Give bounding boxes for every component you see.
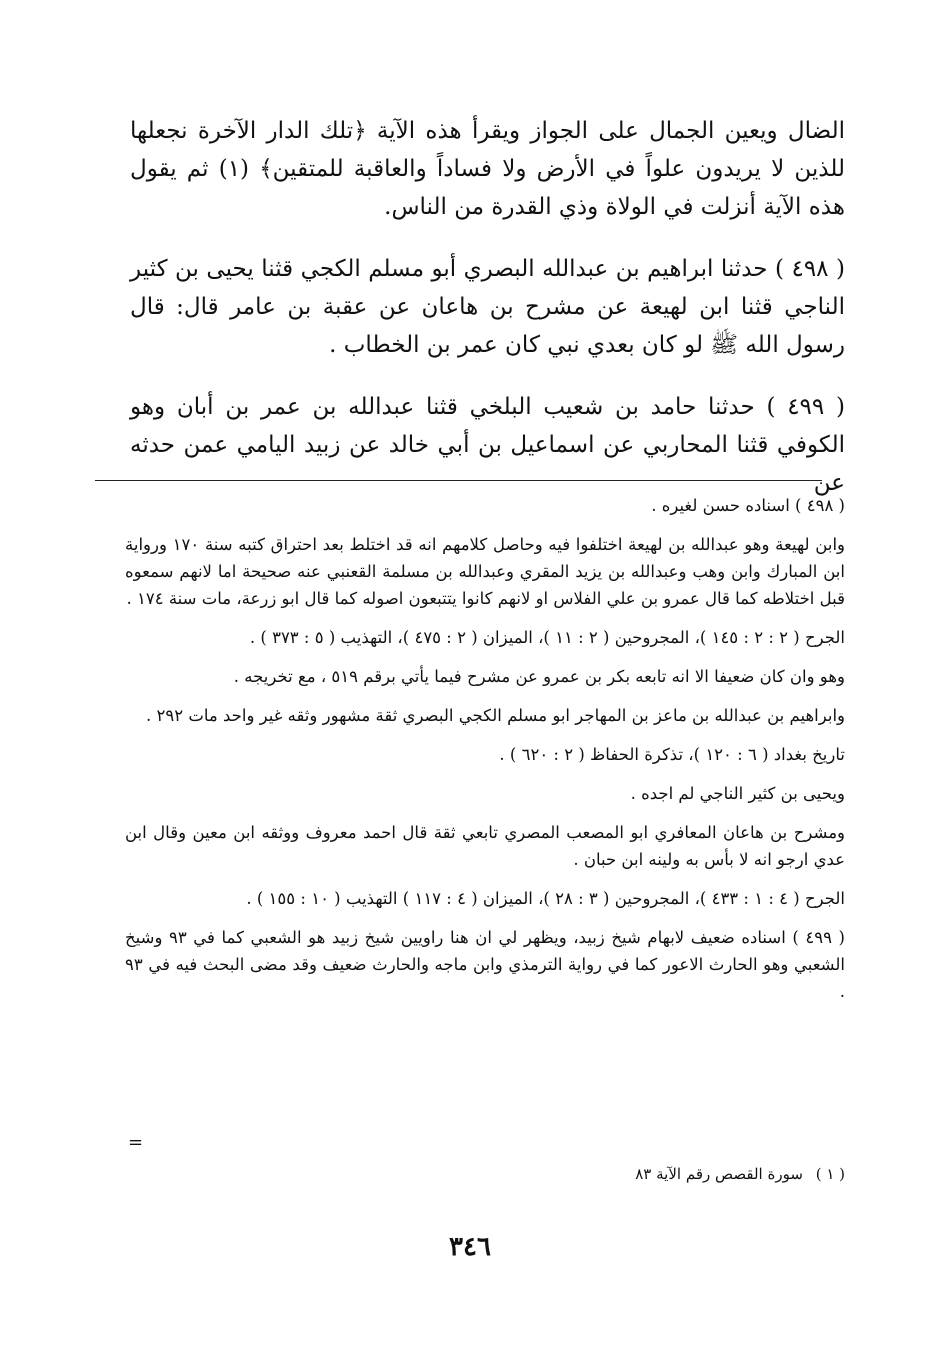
notes-section	[125, 492, 845, 1017]
note-yahya: ويحيى بن كثير الناجي لم اجده .	[630, 784, 845, 803]
note-references: الجرح ( ٤ : ١ : ٤٣٣ )، المجروحين ( ٣ : ٢٨ )، الميزان ( ٤ : ١١٧ ) التهذيب ( ١٠ : ١٥٥ ) .	[246, 889, 845, 908]
note-ibrahim: وابراهيم بن عبدالله بن ماعز بن المهاجر ابو مسلم الكجي البصري ثقة مشهور وثقه غير واحد مات ٢٩٢ .	[146, 706, 845, 725]
note-mishrah: ومشرح بن هاعان المعافري ابو المصعب المصري تابعي ثقة قال احمد معروف ووثقه ابن معين وقال ابن عدي ارجو انه لا بأس به ولينه ابن حبان .	[125, 823, 845, 869]
hadith-499: ( ٤٩٩ ) حدثنا حامد بن شعيب البلخي قثنا عبدالله بن عمر بن أبان وهو الكوفي قثنا المحاربي عن اسماعيل بن أبي خالد عن زبيد اليامي عمن حدثه عن	[130, 394, 845, 496]
note-follow-up: وهو وان كان ضعيفا الا انه تابعه بكر بن عمرو عن مشرح فيما يأتي برقم ٥١٩ ، مع تخريجه .	[233, 667, 845, 686]
note-references: الجرح ( ٢ : ٢ : ١٤٥ )، المجروحين ( ٢ : ١١ )، الميزان ( ٢ : ٤٧٥ )، التهذيب ( ٥ : ٣٧٣ ) .	[249, 628, 845, 647]
note-498-grade: ( ٤٩٨ ) اسناده حسن لغيره .	[651, 496, 845, 515]
main-text	[130, 112, 845, 526]
continuation-marker: =	[128, 1132, 144, 1153]
footnote-text: سورة القصص رقم الآية ٨٣	[635, 1165, 803, 1183]
main-paragraph: الضال ويعين الجمال على الجواز ويقرأ هذه الآية ﴿تلك الدار الآخرة نجعلها للذين لا يريدون علواً في الأرض ولا فساداً والعاقبة للمتقين﴾ (١) ثم يقول هذه الآية أنزلت في الولاة وذي القدرة من الناس.	[130, 118, 845, 220]
note-499-grade: ( ٤٩٩ ) اسناده ضعيف لابهام شيخ زبيد، ويظهر لي ان هنا راويين شيخ زبيد هو الشعبي كما في ٩٣ وشيخ الشعبي وهو الحارث الاعور كما في رواية الترمذي وابن ماجه والحارث ضعيف وقد مضى البحث فيه في ٩٣ .	[125, 928, 845, 1001]
page-footnote	[635, 1162, 845, 1186]
note-ibn-lahia: وابن لهيعة وهو عبدالله بن لهيعة اختلفوا فيه وحاصل كلامهم انه قد اختلط بعد احتراق كتبه سنة ١٧٠ ورواية ابن المبارك وابن وهب وعبدالله بن يزيد المقري وعبدالله بن مسلمة القعنبي عنه صحيحة اما لانهم سمعوه قبل اختلاطه كما قال عمرو بن علي الفلاس او لانهم كانوا يتتبعون اصوله كما قال ابو زرعة، مات سنة ١٧٤ .	[125, 535, 845, 608]
footnote-number: ( ١ )	[815, 1165, 845, 1183]
note-references: تاريخ بغداد ( ٦ : ١٢٠ )، تذكرة الحفاظ ( ٢ : ٦٢٠ ) .	[499, 745, 845, 764]
page-number: ٣٤٦	[449, 1232, 491, 1262]
notes-divider	[95, 480, 822, 481]
hadith-498: ( ٤٩٨ ) حدثنا ابراهيم بن عبدالله البصري أبو مسلم الكجي قثنا يحيى بن كثير الناجي قثنا ابن لهيعة عن مشرح بن هاعان عن عقبة بن عامر قال: قال رسول الله ﷺ لو كان بعدي نبي كان عمر بن الخطاب .	[130, 256, 845, 358]
